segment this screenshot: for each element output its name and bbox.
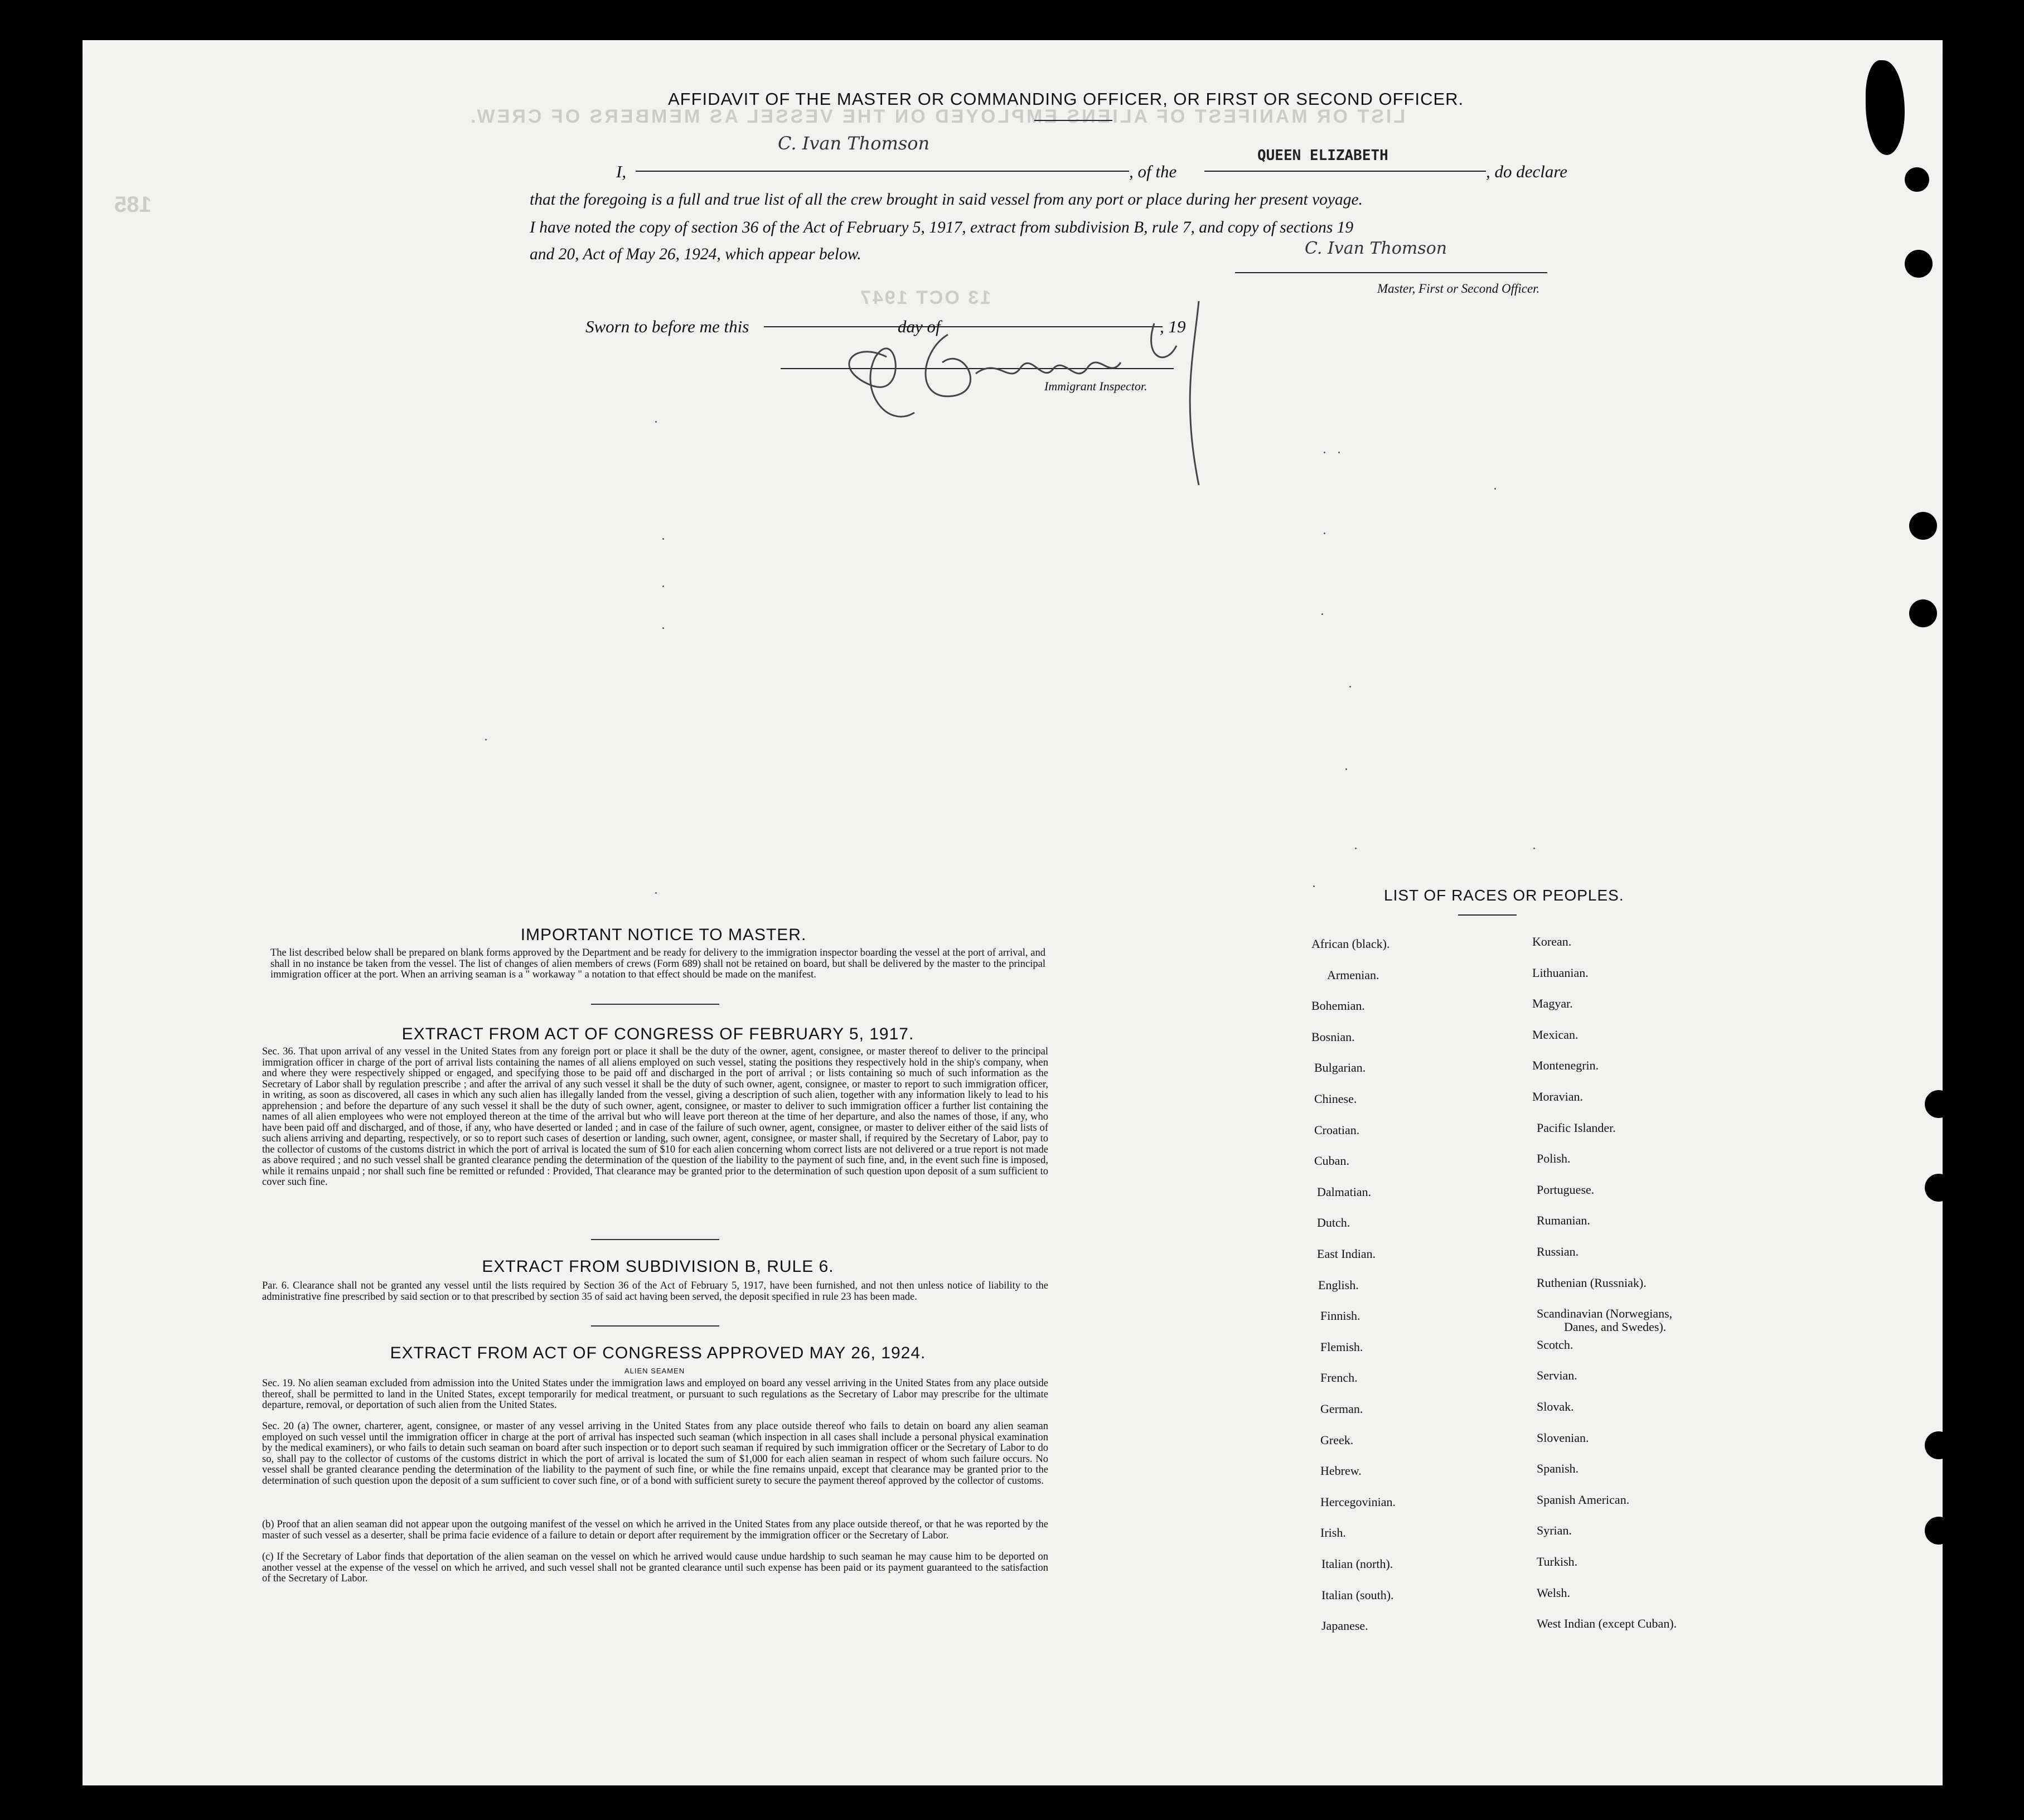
race-item: English. <box>1318 1277 1359 1292</box>
race-item: Montenegrin. <box>1532 1058 1599 1073</box>
race-item: Irish. <box>1320 1526 1346 1540</box>
race-item: West Indian (except Cuban). <box>1537 1616 1677 1631</box>
extract-1924-subtitle: ALIEN SEAMEN <box>624 1367 685 1375</box>
carbon-mark <box>1321 613 1323 615</box>
carbon-mark <box>1338 452 1340 453</box>
bleed-through-title: LIST OR MANIFEST OF ALIENS EMPLOYED ON THE VESSEL AS MEMBERS OF CREW. <box>468 106 1406 127</box>
carbon-mark <box>662 538 664 540</box>
punch-hole <box>1925 1090 1953 1118</box>
carbon-mark <box>662 585 664 587</box>
carbon-mark <box>1345 768 1347 770</box>
carbon-mark <box>1324 533 1325 534</box>
race-item: Slovenian. <box>1537 1430 1589 1445</box>
race-item: Slovak. <box>1537 1400 1574 1414</box>
race-item: German. <box>1320 1402 1363 1416</box>
race-item: Russian. <box>1537 1245 1579 1258</box>
race-item: African (black). <box>1311 937 1390 951</box>
affidavit-line1-of: , of the <box>1129 162 1177 181</box>
extract-1917-title: EXTRACT FROM ACT OF CONGRESS OF FEBRUARY 5, 1917. <box>401 1025 914 1043</box>
inspector-caption: Immigrant Inspector. <box>1044 379 1147 393</box>
race-item: Turkish. <box>1537 1555 1578 1569</box>
section-divider <box>591 1239 719 1240</box>
race-item: Flemish. <box>1320 1339 1363 1354</box>
title-underline <box>1034 120 1112 121</box>
races-title: LIST OF RACES OR PEOPLES. <box>1384 887 1624 904</box>
race-item: Finnish. <box>1320 1309 1360 1323</box>
section-divider <box>591 1325 719 1327</box>
subdivision-b-title: EXTRACT FROM SUBDIVISION B, RULE 6. <box>482 1257 834 1276</box>
carbon-mark <box>1355 848 1357 849</box>
race-item: Cuban. <box>1314 1154 1349 1168</box>
carbon-mark <box>485 739 487 740</box>
carbon-mark <box>1313 885 1315 887</box>
extract-1924-sec20a: Sec. 20 (a) The owner, charterer, agent, consignee, or master of any vessel arriving in the United States from any place outside thereof who fails to detain on board any alien seaman employed on such vessel until the immigration officer in charge at the port of arrival has inspected such seaman (which inspection in all cases shall include a personal physical examination by the medical examiners), or who fails to detain such seaman on board after such inspection or to deport such seaman if required by such immigration officer or the Secretary of Labor to do so, shall pay to the collector of customs of the customs district in which the port of arrival is located the sum of $1,000 for each alien seaman in respect of whom such failure occurs. No vessel shall be granted clearance pending the determination of the liability to the payment of such fine, or while the fine remains unpaid, except that clearance may be granted prior to the determination of such question upon the deposit of a sum sufficient to cover such fine, or of a bond with sufficient surety to secure the payment thereof approved by the collector of customs. <box>262 1421 1048 1487</box>
inspector-signature <box>820 290 1232 502</box>
affidavit-line4: and 20, Act of May 26, 1924, which appear below. <box>530 245 861 263</box>
races-title-underline <box>1458 914 1517 916</box>
master-caption: Master, First or Second Officer. <box>1377 282 1540 296</box>
extract-1924-sec20c: (c) If the Secretary of Labor finds that deportation of the alien seaman on the vessel on which he arrived would cause undue hardship to such seaman he may cause him to be deported on another vessel at the expense of the vessel on which he arrived, and such vessel shall not be granted clearance until such expense has been paid or its payment guaranteed to the satisfaction of the Secretary of Labor. <box>262 1551 1048 1584</box>
bleed-through-stamp: 13 OCT 1947 <box>859 287 991 308</box>
race-item: Welsh. <box>1537 1585 1570 1600</box>
sworn-day-label: day of <box>898 317 941 336</box>
race-item: Italian (south). <box>1321 1587 1394 1602</box>
race-item: Croatian. <box>1314 1122 1360 1137</box>
master-signature: C. Ivan Thomson <box>1305 239 1447 258</box>
extract-1924-title: EXTRACT FROM ACT OF CONGRESS APPROVED MAY 26, 1924. <box>390 1344 926 1362</box>
race-item: Bulgarian. <box>1314 1061 1366 1075</box>
race-item: Scandinavian (Norwegians, <box>1537 1306 1673 1321</box>
race-item: Armenian. <box>1327 967 1379 982</box>
race-item: Spanish American. <box>1537 1492 1630 1507</box>
race-item: Ruthenian (Russniak). <box>1537 1275 1647 1290</box>
race-item: Servian. <box>1537 1368 1577 1383</box>
race-item: Pacific Islander. <box>1537 1120 1616 1135</box>
punch-hole <box>1925 1517 1953 1545</box>
race-item: Syrian. <box>1537 1523 1572 1538</box>
race-item-continuation: Danes, and Swedes). <box>1564 1320 1667 1334</box>
affidavit-line1-suffix: , do declare <box>1486 162 1568 181</box>
sworn-prefix: Sworn to before me this <box>585 317 749 336</box>
race-item: Scotch. <box>1537 1337 1573 1352</box>
race-item: Hercegovinian. <box>1320 1494 1396 1509</box>
race-item: Lithuanian. <box>1532 965 1589 980</box>
race-item: Greek. <box>1320 1432 1354 1447</box>
race-item: Rumanian. <box>1537 1213 1590 1228</box>
race-item: East Indian. <box>1317 1247 1376 1261</box>
affidavit-title: AFFIDAVIT OF THE MASTER OR COMMANDING OFFICER, OR FIRST OR SECOND OFFICER. <box>668 89 1464 109</box>
carbon-mark <box>1349 686 1351 688</box>
affidavit-line3: I have noted the copy of section 36 of the Act of February 5, 1917, extract from subdivision B, rule 7, and copy of sections 19 <box>530 219 1354 236</box>
race-item: Dalmatian. <box>1317 1184 1372 1199</box>
race-item: Moravian. <box>1532 1090 1584 1103</box>
carbon-mark <box>662 627 664 629</box>
extract-1924-sec20b: (b) Proof that an alien seaman did not appear upon the outgoing manifest of the vessel on which he arrived in the United States from any place outside thereof, or that he was reported by the master of such vessel as a deserter, shall be prima facie evidence of a failure to detain or deport after requirement by the immigration officer or the Secretary of Labor. <box>262 1519 1048 1541</box>
race-item: Korean. <box>1532 935 1572 948</box>
race-item: Japanese. <box>1321 1619 1368 1633</box>
punch-hole <box>1905 250 1933 278</box>
carbon-mark <box>1324 452 1325 453</box>
carbon-mark <box>655 892 657 894</box>
race-item: French. <box>1320 1371 1358 1385</box>
race-item: Spanish. <box>1537 1461 1579 1476</box>
race-item: Magyar. <box>1532 996 1573 1011</box>
carbon-mark <box>655 421 657 423</box>
notice-title: IMPORTANT NOTICE TO MASTER. <box>520 926 807 944</box>
race-item: Polish. <box>1537 1151 1571 1166</box>
race-item: Italian (north). <box>1321 1557 1393 1571</box>
punch-hole <box>1905 167 1929 192</box>
notice-body: The list described below shall be prepared on blank forms approved by the Department and be ready for delivery to the immigration inspector boarding the vessel at the port of arrival, and shall in no instance be taken from the vessel. The list of changes of alien members of crews (Form 689) shall not be retained on board, but shall be delivered by the master to the principal immigration officer at the port. When an arriving seaman is a " workaway " a notation to that effect should be made on the manifest. <box>270 947 1045 980</box>
extract-1917-body: Sec. 36. That upon arrival of any vessel in the United States from any foreign port or place it shall be the duty of the owner, agent, consignee, or master thereof to deliver to the principal immigration officer in charge of the port of arrival lists containing the names of all aliens employed on such vessel, stating the positions they respectively hold in the ship's company, when and where they were respectively shipped or engaged, and specifying those to be paid off and discharged in the port of arrival ; or lists containing so much of such information as the Secretary of Labor shall by regulation prescribe ; and after the arrival of any such vessel it shall be the duty of such owner, agent, consignee, or master to report to such immigration officer, in writing, as soon as discovered, all cases in which any such alien has illegally landed from the vessel, giving a description of such alien, together with any information likely to lead to his apprehension ; and before the departure of any such vessel it shall be the duty of such owner, agent, consignee, or master to deliver to such immigration officer a further list containing the names of all alien employees who were not employed thereon at the time of the arrival but who will leave port thereon at the time of her departure, and also the names of those, if any, who have been paid off and discharged, and of those, if any, who have deserted or landed ; and in case of the failure of such owner, agent, consignee, or master to deliver either of the said lists of such aliens arriving and departing, respectively, or so to report such cases of desertion or landing, such owner, agent, consignee, or master shall, if required by the Secretary of Labor, pay to the collector of customs of the customs district in which the port of arrival is located the sum of $10 for each alien concerning whom correct lists are not delivered or a true report is not made as above required ; and no such vessel shall be granted clearance pending the determination of the question of the liability to the payment of such fine, and, in the event such fine is imposed, while it remains unpaid ; nor shall such fine be remitted or refunded : Provided, That clearance may be granted prior to the determination of such question upon deposit of a sum sufficient to cover such fine. <box>262 1046 1048 1188</box>
race-item: Chinese. <box>1314 1092 1357 1106</box>
section-divider <box>591 1004 719 1005</box>
race-item: Hebrew. <box>1320 1464 1362 1478</box>
affidavit-line1-prefix: I, <box>616 162 627 181</box>
carbon-mark <box>1533 848 1535 849</box>
bleed-through-page-number: 185 <box>114 192 152 217</box>
race-item: Bosnian. <box>1311 1029 1355 1044</box>
signer-name: C. Ivan Thomson <box>778 133 930 154</box>
name-line <box>636 171 1129 172</box>
punch-hole <box>1925 1174 1953 1202</box>
vessel-name: QUEEN ELIZABETH <box>1257 147 1388 164</box>
race-item: Dutch. <box>1317 1216 1350 1230</box>
race-item: Portuguese. <box>1537 1182 1595 1197</box>
punch-hole <box>1925 1431 1953 1459</box>
carbon-mark <box>1494 488 1496 490</box>
subdivision-b-body: Par. 6. Clearance shall not be granted any vessel until the lists required by Section 36 of the Act of February 5, 1917, have been furnished, and not then unless notice of liability to the administrative fine prescribed by said section or to that prescribed by section 35 of said act having been served, the deposit specified in rule 23 has been made. <box>262 1280 1048 1303</box>
race-item: Mexican. <box>1532 1027 1578 1042</box>
punch-hole <box>1909 599 1937 627</box>
affidavit-line2: that the foregoing is a full and true list of all the crew brought in said vessel from any port or place during her present voyage. <box>530 191 1363 209</box>
vessel-line <box>1204 171 1486 172</box>
race-item: Bohemian. <box>1311 999 1365 1013</box>
sworn-year: , 19 <box>1160 317 1186 336</box>
extract-1924-sec19: Sec. 19. No alien seaman excluded from admission into the United States under the immigration laws and employed on board any vessel arriving in the United States from any place outside thereof, shall be permitted to land in the United States, except temporarily for medical treatment, or pursuant to such regulations as the Secretary of Labor may prescribe for the ultimate departure, removal, or deportation of such alien from the United States. <box>262 1378 1048 1411</box>
punch-hole <box>1909 512 1937 540</box>
